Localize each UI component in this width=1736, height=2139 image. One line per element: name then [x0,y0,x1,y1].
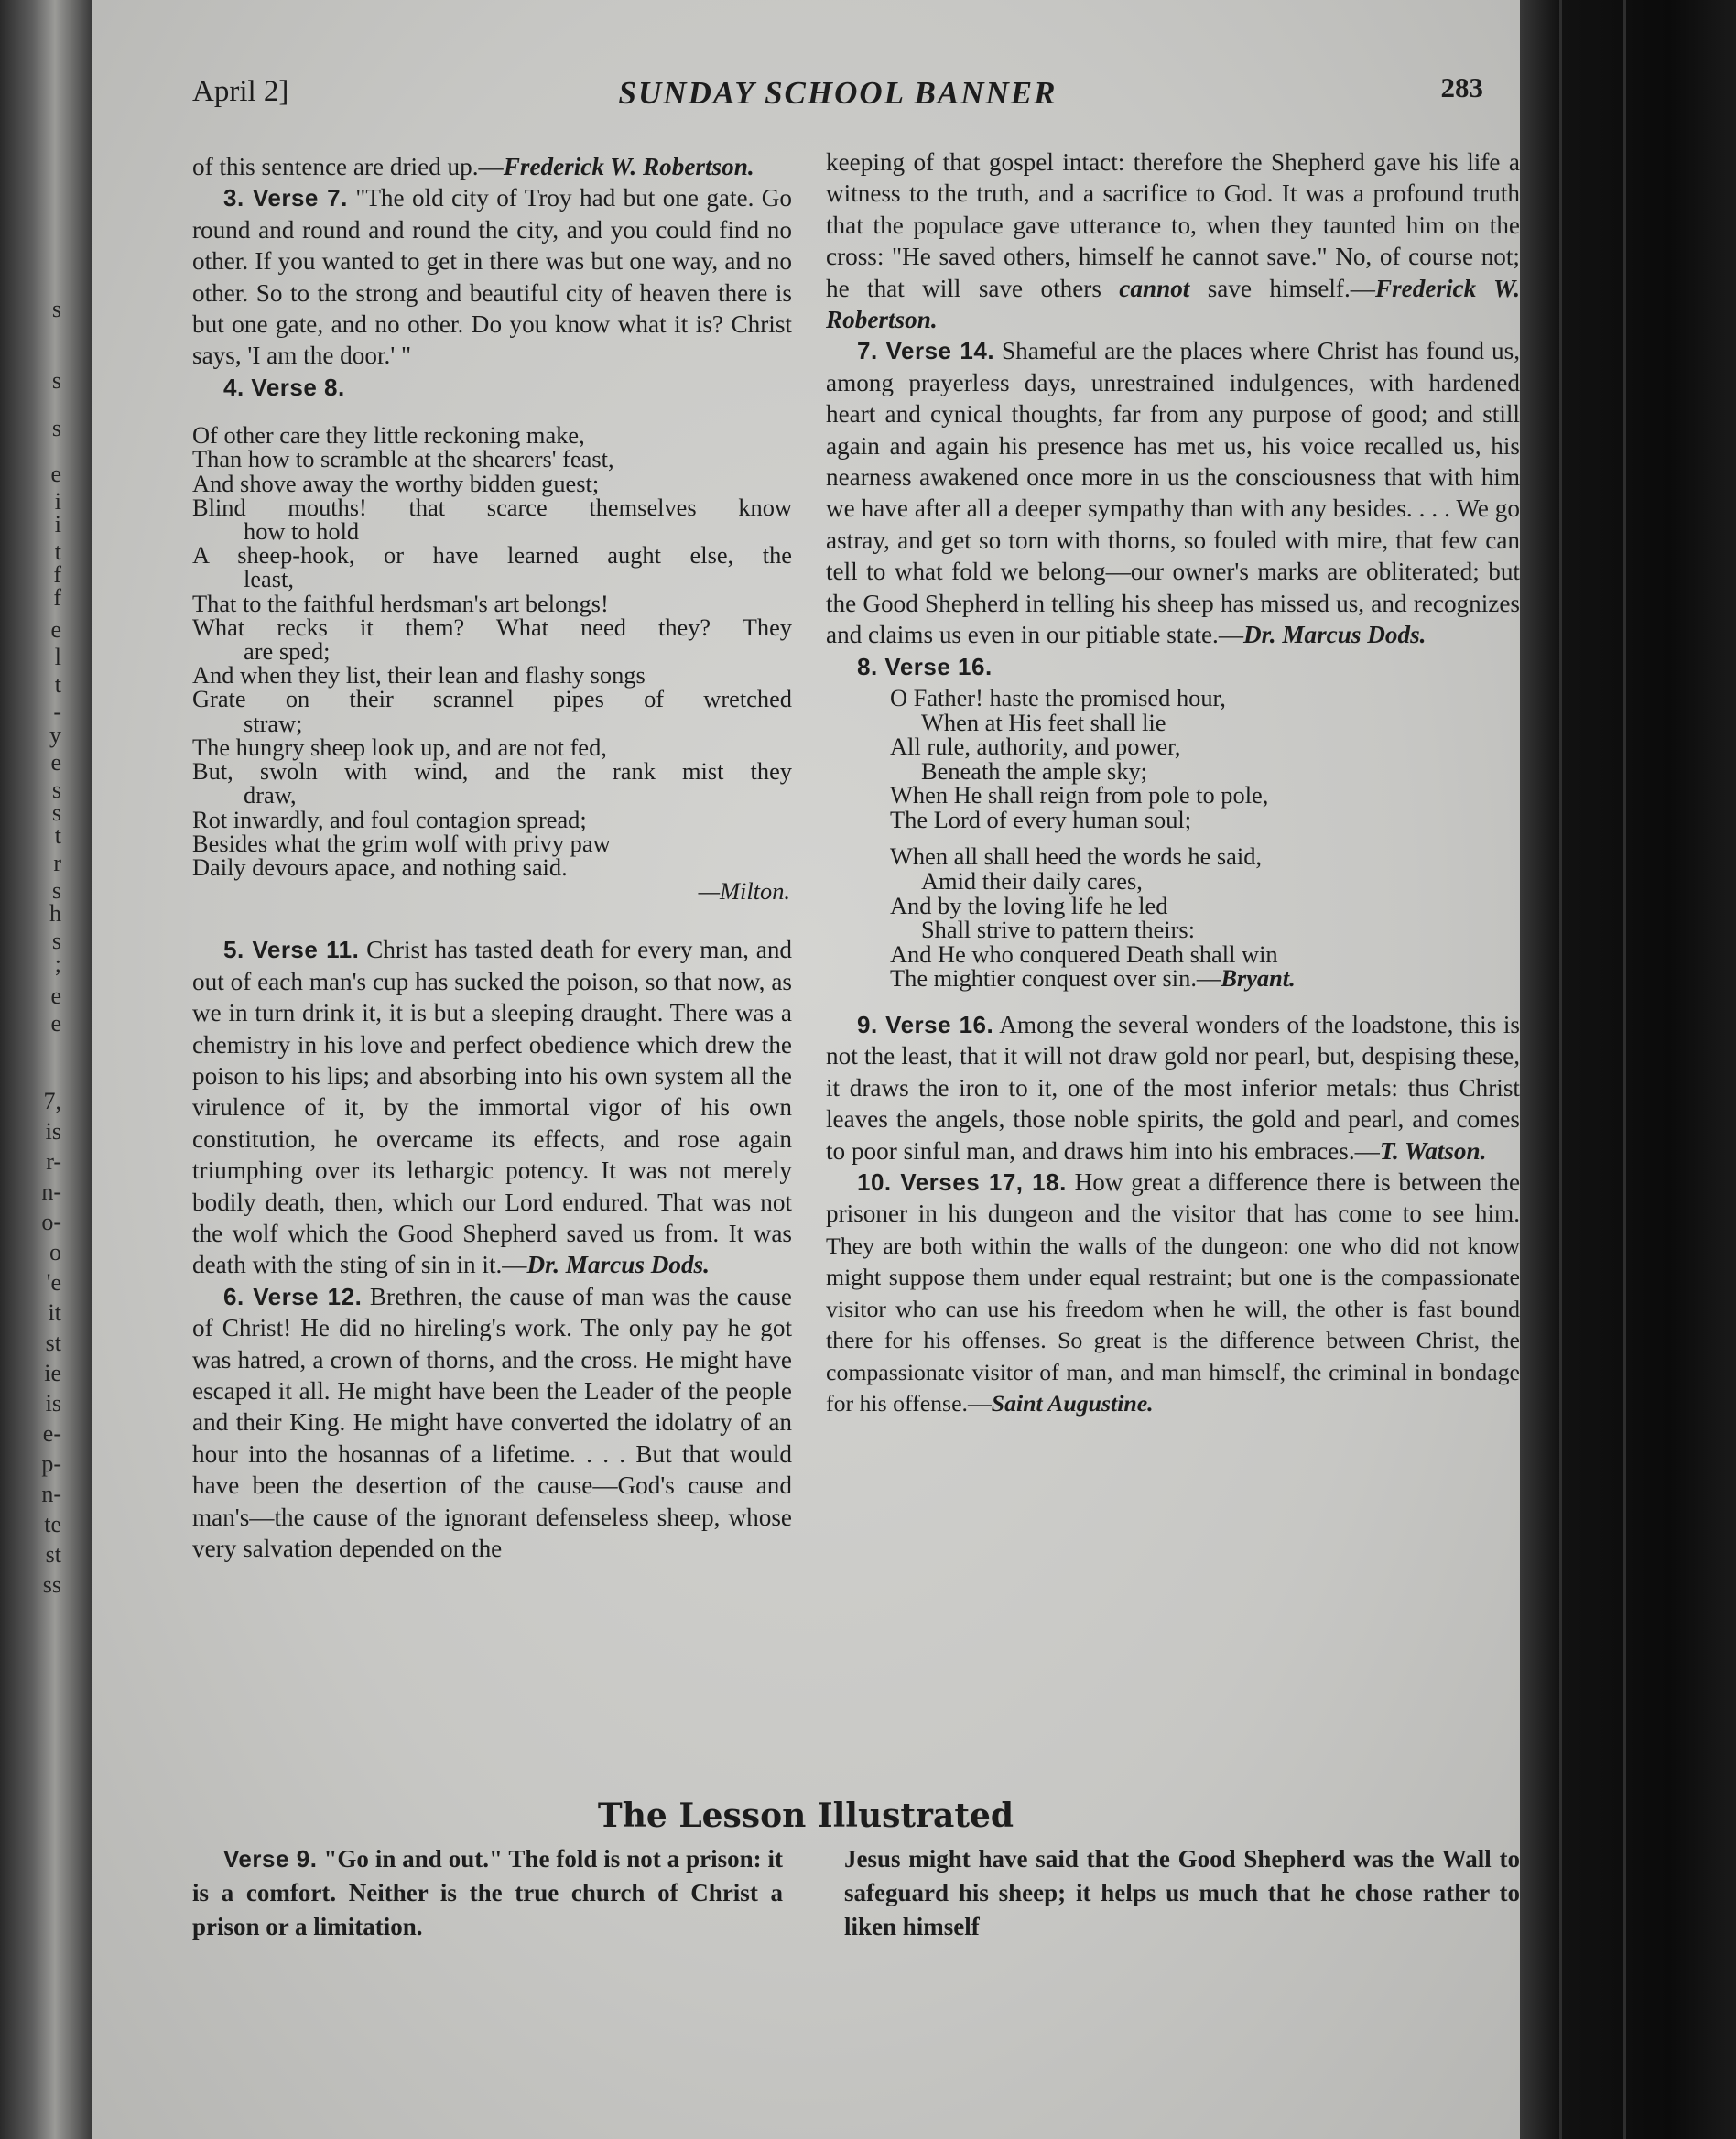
paragraph-verse-8 [192,372,792,403]
margin-fragment: f [53,561,61,588]
poem-line: least, [244,565,294,593]
margin-fragment: s [51,799,61,826]
scanner-background [1515,0,1736,2139]
paragraph-verse-16-loadstone: 9. Verse 16. Among the several wonders of the loadstone, this is not the least, that it will not draw gold nor pearl, but, despising these, it draws the iron to it, one of the most inferior metals: thus Christ leaves the angels, those noble spirits, the gold and pearl, and comes to poor sinful man, and draws him into his embraces.—T. Watson. [826,1011,1520,1165]
margin-fragment: y [49,722,61,748]
margin-fragment: it [48,1299,61,1326]
poem-line: When at His feet shall lie [921,708,1166,736]
right-column [826,147,1520,1418]
paragraph-verse-11: 5. Verse 11. Christ has tasted death for every man, and out of each man's cup has sucked the poison, so that now, as we in turn drink it, it is but a sleeping draught. There was a chemistry in his love and perfect obedience which drew the poison to his lips; and absorbing into his own system all the virulence of it, by the immortal vigor of his own constitution, he overcame its effects, and rose again triumphing over its lethargic potency. It was not merely bodily death, then, which our Lord endured. That was not the wolf which the Good Shepherd saved us from. It was death with the sting of sin in it.—Dr. Marcus Dods. [192,936,793,1279]
verse-heading: 5. Verse 11. [223,936,360,964]
poem-line: And He who conquered Death shall win [890,939,1278,968]
margin-fragment: st [45,1541,61,1568]
poem-line: The mightier conquest over sin.—Bryant. [890,964,1296,993]
margin-fragment: r [53,850,61,876]
poem-line: And by the loving life he led [890,891,1168,919]
margin-fragment: i [54,488,61,515]
margin-fragment: e [50,749,61,776]
poem-line: And when they list, their lean and flashy songs [192,661,646,689]
margin-fragment: n- [41,1178,61,1205]
verse-heading: Verse 9. [223,1845,318,1873]
margin-fragment: f [53,584,61,611]
source-citation: Dr. Marcus Dods. [526,1251,710,1279]
poem-line: What recks it them? What need they? They [192,613,792,641]
poem-line: The Lord of every human soul; [890,805,1192,833]
source-citation: T. Watson. [1379,1136,1487,1165]
margin-fragment: - [53,699,61,725]
verse-heading: 4. Verse 8. [223,373,345,401]
margin-fragment: r- [46,1148,61,1175]
margin-fragment: is [45,1390,61,1417]
header-date: April 2] [192,75,289,108]
page-number: 283 [1440,71,1483,103]
margin-fragment: i [54,511,61,537]
poem-line: Besides what the grim wolf with privy paw [192,829,611,857]
paragraph-continuation: keeping of that gospel intact: therefore the Shepherd gave his life a witness to the truth, and a sacrifice to God. It was a profound truth that the populace gave utterance to, when they taunted him on the cross: "He saved others, himself he cannot save." No, of course not; he that will save others cannot save himself.—Frederick W. Robertson. [826,148,1520,334]
margin-fragment: s [51,296,61,322]
left-column [192,151,792,1564]
paragraph-verse-16-hymn [826,651,1520,682]
source-citation: Dr. Marcus Dods. [1243,621,1427,649]
verse-heading: 9. Verse 16. [857,1011,994,1039]
illustrated-right [844,1842,1520,1944]
margin-fragment: l [54,644,61,670]
paragraph-verse-12: 6. Verse 12. Brethren, the cause of man was the cause of Christ! He did no hireling's work. The only pay he got was hatred, a crown of thorns, and the cross. He might have escaped it all. He might have been the Leader of the people and their King. He might have converted the idolatry of an hour into the hosannas of a lifetime. . . . But that would have been the desertion of the cause—God's cause and man's—the cause of the ignorant defenseless sheep, whose very salvation depended on the [192,1282,792,1563]
margin-fragment: ie [44,1360,61,1386]
poem-line: straw; [244,709,303,737]
margin-fragment: e [50,461,61,487]
poem-line: When He shall reign from pole to pole, [890,781,1269,809]
poem-line: The hungry sheep look up, and are not fed, [192,733,607,761]
margin-fragment: p- [41,1450,61,1477]
poem-line: Blind mouths! that scarce themselves know [192,493,792,521]
margin-fragment: h [49,900,61,927]
poem-stanza [890,683,1520,833]
poem-attribution: Bryant. [1221,964,1296,993]
margin-fragment: 7, [43,1088,61,1114]
margin-fragment: ; [54,950,61,977]
paragraph-verses-17-18: 10. Verses 17, 18. How great a difference there is between the prisoner in his dungeon and the visitor that has come to see him. They are both within the walls of the dungeon: one who did not know might suppose them under equal restraint; but one is the compassionate visitor who can use his freedom when he will, the other is fast bound there for his offenses. So great is the difference between Christ, the compassionate visitor of man, and man himself, the criminal in bondage for his offense.—Saint Augustine. [826,1168,1521,1417]
poem-line: Shall strive to pattern theirs: [921,916,1196,944]
poem-stanza [890,844,1520,991]
margin-fragment: t [54,671,61,698]
margin-fragment: te [44,1511,61,1537]
margin-fragment: t [54,822,61,849]
margin-fragment: s [51,928,61,954]
margin-fragment: st [45,1330,61,1356]
paragraph-illustration: Jesus might have said that the Good Shepherd was the Wall to safeguard his sheep; it helps us much that he chose rather to liken himself [844,1845,1520,1940]
margin-fragment: e [50,983,61,1009]
verse-heading: 8. Verse 16. [857,652,993,680]
margin-fragment: e [50,1010,61,1037]
poem-line: Rot inwardly, and foul contagion spread; [192,805,587,833]
poem-line: Beneath the ample sky; [921,756,1147,785]
source-citation: Saint Augustine. [991,1389,1154,1417]
margin-fragment: n- [41,1481,61,1507]
poem-attribution: —Milton. [698,877,790,906]
verse-heading: 3. Verse 7. [223,184,348,212]
poem-bryant [890,683,1520,993]
margin-fragment: t [54,538,61,565]
section-title: The Lesson Illustrated [597,1797,1014,1835]
margin-fragment: o [49,1239,61,1265]
poem-line: Than how to scramble at the shearers' feast, [192,445,614,473]
margin-fragment: is [45,1118,61,1145]
facing-page-fragments [0,0,69,2139]
source-citation: Frederick W. Robertson. [826,274,1520,334]
verse-heading: 6. Verse 12. [223,1282,363,1310]
poem-line: draw, [244,781,297,809]
running-header [192,71,1483,126]
margin-fragment: s [51,415,61,441]
margin-fragment: s [51,877,61,904]
poem-line: And shove away the worthy bidden guest; [192,469,600,497]
poem-line: O Father! haste the promised hour, [890,683,1226,711]
poem-milton [192,421,792,906]
poem-line: how to hold [244,517,360,546]
illustrated-left [192,1842,783,1944]
header-title: SUNDAY SCHOOL BANNER [618,75,1058,111]
margin-fragment: ss [42,1571,61,1598]
margin-fragment: e- [42,1420,61,1447]
margin-fragment: 'e [46,1269,61,1296]
verse-heading: 7. Verse 14. [857,337,995,365]
poem-line: Of other care they little reckoning make, [192,421,585,450]
poem-line: Grate on their scrannel pipes of wretched [192,685,792,713]
paragraph-verse-14: 7. Verse 14. Shameful are the places where Christ has found us, among prayerless days, unrestrained indulgences, with hardened heart and cynical thoughts, far from any purpose of good; and still again and again his presence has met us, his voice recalled us, his nearness awakened once more in us the consciousness that with him we have after all a deeper sympathy than with any besides. . . . We go astray, and get so torn with thorns, so fouled with mire, that few can tell to what fold we belong—our owner's marks are obliterated; but the Good Shepherd in telling his sheep has missed us, and recognizes and claims us even in our pitiable state.—Dr. Marcus Dods. [826,337,1520,649]
poem-line: That to the faithful herdsman's art belongs! [192,589,609,617]
margin-fragment: e [50,616,61,643]
source-citation: Frederick W. Robertson. [503,153,754,180]
poem-line: When all shall heed the words he said, [890,842,1263,871]
margin-fragment: s [51,776,61,803]
poem-line: All rule, authority, and power, [890,733,1181,761]
poem-line: are sped; [244,637,331,666]
poem-line: Daily devours apace, and nothing said. [192,852,568,881]
margin-fragment: o- [41,1209,61,1235]
paragraph-continuation: of this sentence are dried up.—Frederick W. Robertson. [192,153,754,180]
margin-fragment: s [51,367,61,394]
magazine-page [92,0,1520,2139]
paragraph-illustration: Verse 9. "Go in and out." The fold is not a prison: it is a comfort. Neither is the true church of Christ a prison or a limitation. [192,1845,784,1940]
poem-line: But, swoln with wind, and the rank mist they [192,757,792,786]
verse-heading: 10. Verses 17, 18. [857,1168,1067,1197]
paragraph-verse-7: 3. Verse 7. "The old city of Troy had but one gate. Go round and round and round the city, and you could find no other. If you wanted to get in there was but one way, and no other. So to the strong and beautiful city of heaven there is but one gate, and no other. Do you know what it is? Christ says, 'I am the door.' " [192,184,792,370]
poem-line: A sheep-hook, or have learned aught else, the [192,541,792,570]
poem-line: Amid their daily cares, [921,867,1143,896]
